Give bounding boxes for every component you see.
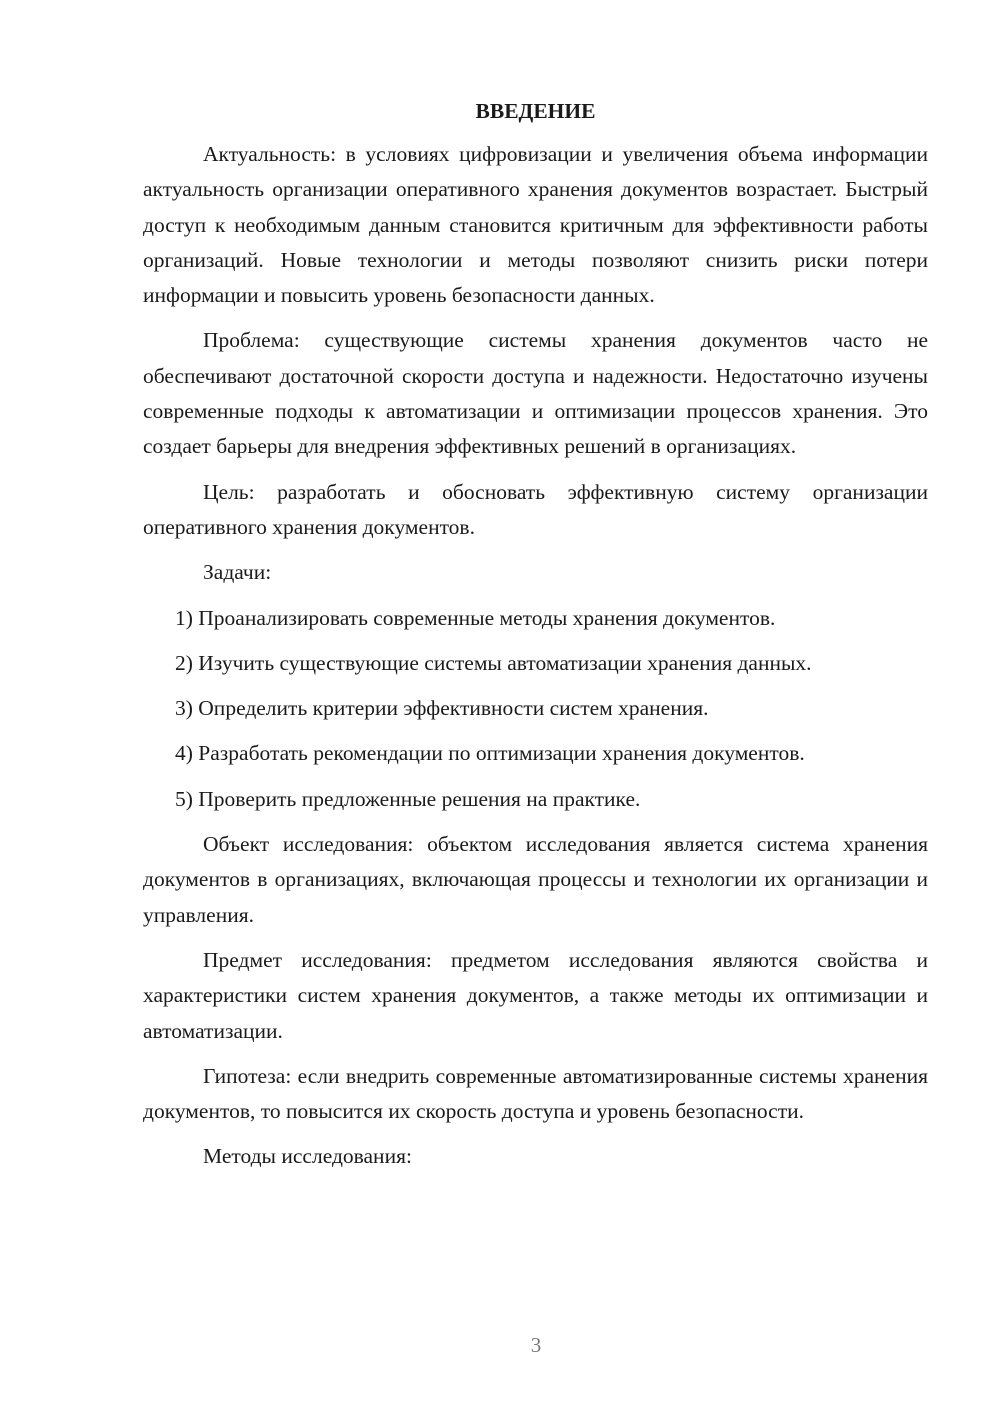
object-paragraph: Объект исследования: объектом исследования является система хранения документов в организациях, включающая процессы и технологии их организации и управления. <box>143 832 928 927</box>
task-item: 3) Определить критерии эффективности систем хранения. <box>175 696 709 721</box>
section-title: ВВЕДЕНИЕ <box>475 99 596 123</box>
tasks-list <box>143 601 928 817</box>
goal-paragraph: Цель: разработать и обосновать эффективную систему организации оперативного хранения документов. <box>143 479 928 539</box>
hypothesis-paragraph: Гипотеза: если внедрить современные автоматизированные системы хранения документов, то повысится их скорость доступа и уровень безопасности. <box>143 1063 928 1124</box>
task-item: 2) Изучить существующие системы автоматизации хранения данных. <box>175 650 812 675</box>
task-item: 1) Проанализировать современные методы хранения документов. <box>175 605 776 630</box>
relevance-paragraph: Актуальность: в условиях цифровизации и увеличения объема информации актуальность организации оперативного хранения документов возрастает. Быстрый доступ к необходимым данным становится критичным для эффективности работы организаций. Новые технологии и методы позволяют снизить риски потери информации и повысить уровень безопасности данных. <box>143 142 928 308</box>
subject-paragraph: Предмет исследования: предметом исследования являются свойства и характеристики систем хранения документов, а также методы их оптимизации и автоматизации. <box>143 947 928 1043</box>
problem-paragraph: Проблема: существующие системы хранения документов часто не обеспечивают достаточной скорости доступа и надежности. Недостаточно изучены современные подходы к автоматизации и оптимизации процессов хранения. Это создает барьеры для внедрения эффективных решений в организациях. <box>143 328 928 459</box>
page-number: 3 <box>530 1333 542 1357</box>
page-content <box>143 97 928 1185</box>
task-item: 4) Разработать рекомендации по оптимизации хранения документов. <box>175 741 805 766</box>
tasks-heading: Задачи: <box>203 560 272 585</box>
task-item: 5) Проверить предложенные решения на практике. <box>175 786 641 811</box>
methods-heading: Методы исследования: <box>203 1144 412 1169</box>
